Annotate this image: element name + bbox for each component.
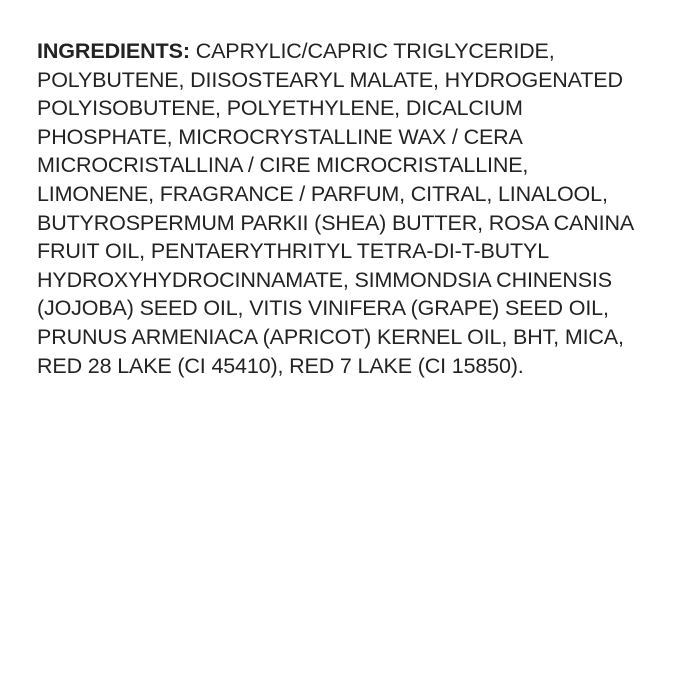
ingredients-line-12: RED 28 LAKE (CI 45410), RED 7 LAKE (CI 15850).: [37, 353, 524, 378]
ingredients-line-2: POLYBUTENE, DIISOSTEARYL MALATE, HYDROGENATED: [37, 67, 623, 92]
ingredients-line-3: POLYISOBUTENE, POLYETHYLENE, DICALCIUM: [37, 96, 523, 121]
ingredients-line-10: (JOJOBA) SEED OIL, VITIS VINIFERA (GRAPE) SEED OIL,: [37, 296, 609, 321]
ingredients-label: INGREDIENTS:: [37, 39, 190, 63]
ingredients-line-4: PHOSPHATE, MICROCRYSTALLINE WAX / CERA: [37, 124, 523, 149]
ingredients-line-1-text: CAPRYLIC/CAPRIC TRIGLYCERIDE,: [195, 39, 555, 63]
ingredients-line-6: LIMONENE, FRAGRANCE / PARFUM, CITRAL, LINALOOL,: [37, 181, 608, 206]
ingredients-line-11: PRUNUS ARMENIACA (APRICOT) KERNEL OIL, BHT, MICA,: [37, 324, 624, 349]
ingredients-text-block: [37, 37, 647, 380]
ingredients-line-8: FRUIT OIL, PENTAERYTHRITYL TETRA-DI-T-BUTYL: [37, 239, 550, 264]
ingredients-line-9: HYDROXYHYDROCINNAMATE, SIMMONDSIA CHINENSIS: [37, 267, 612, 292]
ingredients-line-1: [37, 37, 647, 66]
ingredients-line-7: BUTYROSPERMUM PARKII (SHEA) BUTTER, ROSA CANINA: [37, 210, 635, 235]
ingredients-line-5: MICROCRISTALLINA / CIRE MICROCRISTALLINE,: [37, 153, 529, 178]
